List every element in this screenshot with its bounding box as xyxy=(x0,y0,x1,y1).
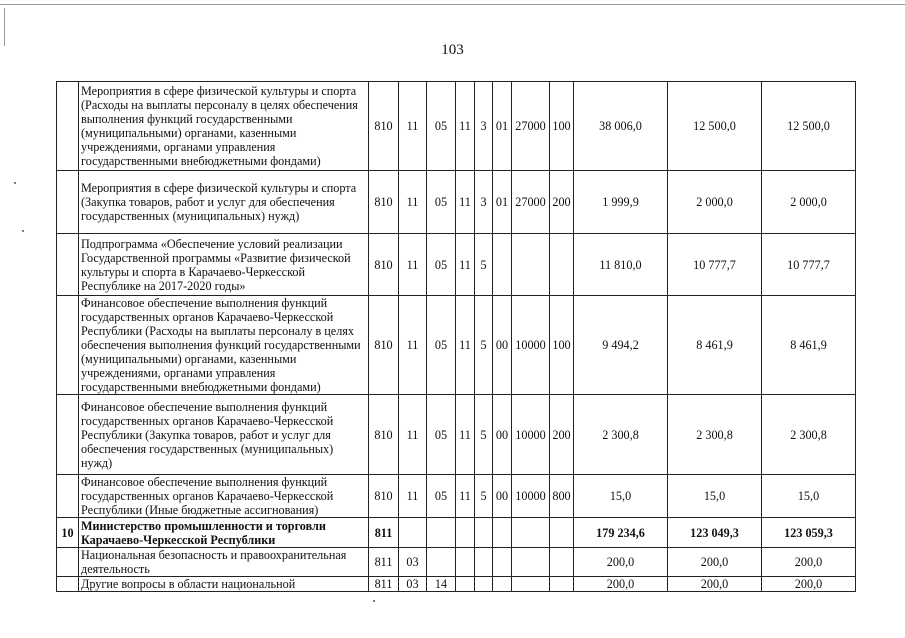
code-direction-cell: 10000 xyxy=(512,296,550,395)
code-section-cell: 11 xyxy=(399,171,427,234)
row-number-cell xyxy=(57,234,79,296)
code-expense-type-cell: 200 xyxy=(550,171,574,234)
code-program-cell xyxy=(456,577,475,592)
scan-speck xyxy=(22,230,24,232)
row-name-cell: Мероприятия в сфере физической культуры и спорта (Расходы на выплаты персоналу в целях обеспечения выполнения функций государственными (муниципальными) органами, казенными учреждениями, органами управления государственными внебюджетными фондами) xyxy=(79,82,369,171)
code-event-cell: 00 xyxy=(493,395,512,475)
amount-year3-cell: 2 300,8 xyxy=(762,395,856,475)
table-row xyxy=(57,234,856,296)
code-ministry-cell: 810 xyxy=(369,475,399,518)
code-subprogram-cell: 5 xyxy=(475,296,493,395)
amount-year2-cell: 15,0 xyxy=(668,475,762,518)
amount-year3-cell: 8 461,9 xyxy=(762,296,856,395)
amount-year3-cell: 12 500,0 xyxy=(762,82,856,171)
code-section-cell: 03 xyxy=(399,548,427,577)
table-row xyxy=(57,82,856,171)
code-section-cell: 03 xyxy=(399,577,427,592)
amount-year2-cell: 10 777,7 xyxy=(668,234,762,296)
code-event-cell xyxy=(493,518,512,548)
code-event-cell xyxy=(493,548,512,577)
code-program-cell: 11 xyxy=(456,395,475,475)
table-row xyxy=(57,475,856,518)
code-expense-type-cell xyxy=(550,234,574,296)
code-direction-cell: 27000 xyxy=(512,171,550,234)
code-direction-cell: 10000 xyxy=(512,395,550,475)
code-subsection-cell: 14 xyxy=(427,577,456,592)
amount-year2-cell: 12 500,0 xyxy=(668,82,762,171)
table-row xyxy=(57,577,856,592)
amount-year1-cell: 11 810,0 xyxy=(574,234,668,296)
code-expense-type-cell: 100 xyxy=(550,296,574,395)
amount-year1-cell: 2 300,8 xyxy=(574,395,668,475)
code-program-cell: 11 xyxy=(456,171,475,234)
code-subsection-cell xyxy=(427,548,456,577)
code-subsection-cell: 05 xyxy=(427,234,456,296)
amount-year1-cell: 200,0 xyxy=(574,548,668,577)
code-program-cell: 11 xyxy=(456,296,475,395)
row-name-cell: Финансовое обеспечение выполнения функций государственных органов Карачаево-Черкесской Республики (Иные бюджетные ассигнования) xyxy=(79,475,369,518)
code-expense-type-cell xyxy=(550,548,574,577)
row-name-cell: Другие вопросы в области национальной xyxy=(79,577,369,592)
code-subprogram-cell xyxy=(475,518,493,548)
code-program-cell: 11 xyxy=(456,234,475,296)
row-number-cell xyxy=(57,548,79,577)
row-number-cell xyxy=(57,395,79,475)
code-expense-type-cell xyxy=(550,518,574,548)
amount-year3-cell: 15,0 xyxy=(762,475,856,518)
code-program-cell: 11 xyxy=(456,475,475,518)
amount-year1-cell: 179 234,6 xyxy=(574,518,668,548)
table-row xyxy=(57,548,856,577)
code-expense-type-cell: 200 xyxy=(550,395,574,475)
amount-year3-cell: 200,0 xyxy=(762,577,856,592)
row-number-cell xyxy=(57,296,79,395)
code-expense-type-cell: 100 xyxy=(550,82,574,171)
amount-year2-cell: 200,0 xyxy=(668,577,762,592)
code-ministry-cell: 810 xyxy=(369,82,399,171)
code-subprogram-cell: 3 xyxy=(475,171,493,234)
row-name-cell: Мероприятия в сфере физической культуры и спорта (Закупка товаров, работ и услуг для обеспечения государственных (муниципальных) нужд) xyxy=(79,171,369,234)
code-subsection-cell: 05 xyxy=(427,395,456,475)
code-event-cell xyxy=(493,234,512,296)
code-section-cell: 11 xyxy=(399,234,427,296)
amount-year2-cell: 2 000,0 xyxy=(668,171,762,234)
code-program-cell: 11 xyxy=(456,82,475,171)
code-event-cell: 01 xyxy=(493,82,512,171)
scan-speck xyxy=(14,182,16,184)
code-section-cell: 11 xyxy=(399,296,427,395)
code-section-cell: 11 xyxy=(399,82,427,171)
table-row xyxy=(57,395,856,475)
code-direction-cell xyxy=(512,234,550,296)
budget-table xyxy=(56,81,856,592)
code-event-cell: 00 xyxy=(493,296,512,395)
code-section-cell: 11 xyxy=(399,475,427,518)
row-number-cell xyxy=(57,577,79,592)
row-number-cell xyxy=(57,475,79,518)
code-expense-type-cell: 800 xyxy=(550,475,574,518)
code-section-cell xyxy=(399,518,427,548)
code-subsection-cell xyxy=(427,518,456,548)
table-row xyxy=(57,518,856,548)
code-ministry-cell: 810 xyxy=(369,296,399,395)
code-expense-type-cell xyxy=(550,577,574,592)
amount-year1-cell: 15,0 xyxy=(574,475,668,518)
row-number-cell: 10 xyxy=(57,518,79,548)
code-ministry-cell: 811 xyxy=(369,518,399,548)
code-subprogram-cell xyxy=(475,548,493,577)
code-subprogram-cell: 5 xyxy=(475,234,493,296)
code-subsection-cell: 05 xyxy=(427,82,456,171)
row-name-cell: Национальная безопасность и правоохранительная деятельность xyxy=(79,548,369,577)
code-direction-cell xyxy=(512,577,550,592)
code-subsection-cell: 05 xyxy=(427,296,456,395)
code-direction-cell xyxy=(512,548,550,577)
code-direction-cell xyxy=(512,518,550,548)
amount-year3-cell: 10 777,7 xyxy=(762,234,856,296)
row-name-cell: Финансовое обеспечение выполнения функций государственных органов Карачаево-Черкесской Республики (Закупка товаров, работ и услуг для обеспечения государственных (муниципальных) нужд) xyxy=(79,395,369,475)
amount-year1-cell: 9 494,2 xyxy=(574,296,668,395)
amount-year2-cell: 200,0 xyxy=(668,548,762,577)
code-ministry-cell: 811 xyxy=(369,548,399,577)
table-row xyxy=(57,296,856,395)
code-event-cell xyxy=(493,577,512,592)
amount-year2-cell: 8 461,9 xyxy=(668,296,762,395)
amount-year3-cell: 2 000,0 xyxy=(762,171,856,234)
code-event-cell: 00 xyxy=(493,475,512,518)
code-subsection-cell: 05 xyxy=(427,171,456,234)
amount-year2-cell: 2 300,8 xyxy=(668,395,762,475)
table-row xyxy=(57,171,856,234)
row-number-cell xyxy=(57,82,79,171)
amount-year3-cell: 200,0 xyxy=(762,548,856,577)
code-subprogram-cell xyxy=(475,577,493,592)
code-program-cell xyxy=(456,518,475,548)
code-direction-cell: 10000 xyxy=(512,475,550,518)
code-program-cell xyxy=(456,548,475,577)
scan-speck xyxy=(373,600,375,602)
row-name-cell: Финансовое обеспечение выполнения функций государственных органов Карачаево-Черкесской Республики (Расходы на выплаты персоналу в целях обеспечения выполнения функций государственными (муниципальными) органами, казенными учреждениями, органами управления государственными внебюджетными фондами) xyxy=(79,296,369,395)
code-ministry-cell: 810 xyxy=(369,234,399,296)
amount-year1-cell: 38 006,0 xyxy=(574,82,668,171)
page-number: 103 xyxy=(441,42,464,58)
code-ministry-cell: 810 xyxy=(369,171,399,234)
row-name-cell: Министерство промышленности и торговли Карачаево-Черкесской Республики xyxy=(79,518,369,548)
code-subprogram-cell: 5 xyxy=(475,475,493,518)
code-ministry-cell: 811 xyxy=(369,577,399,592)
code-event-cell: 01 xyxy=(493,171,512,234)
amount-year1-cell: 1 999,9 xyxy=(574,171,668,234)
amount-year3-cell: 123 059,3 xyxy=(762,518,856,548)
amount-year1-cell: 200,0 xyxy=(574,577,668,592)
row-name-cell: Подпрограмма «Обеспечение условий реализации Государственной программы «Развитие физической культуры и спорта в Карачаево-Черкесской Республике на 2017-2020 годы» xyxy=(79,234,369,296)
code-section-cell: 11 xyxy=(399,395,427,475)
scan-left-edge xyxy=(4,8,5,46)
scan-top-edge xyxy=(0,4,905,5)
code-subprogram-cell: 3 xyxy=(475,82,493,171)
code-subprogram-cell: 5 xyxy=(475,395,493,475)
amount-year2-cell: 123 049,3 xyxy=(668,518,762,548)
row-number-cell xyxy=(57,171,79,234)
code-ministry-cell: 810 xyxy=(369,395,399,475)
code-subsection-cell: 05 xyxy=(427,475,456,518)
table-body xyxy=(57,82,856,592)
code-direction-cell: 27000 xyxy=(512,82,550,171)
